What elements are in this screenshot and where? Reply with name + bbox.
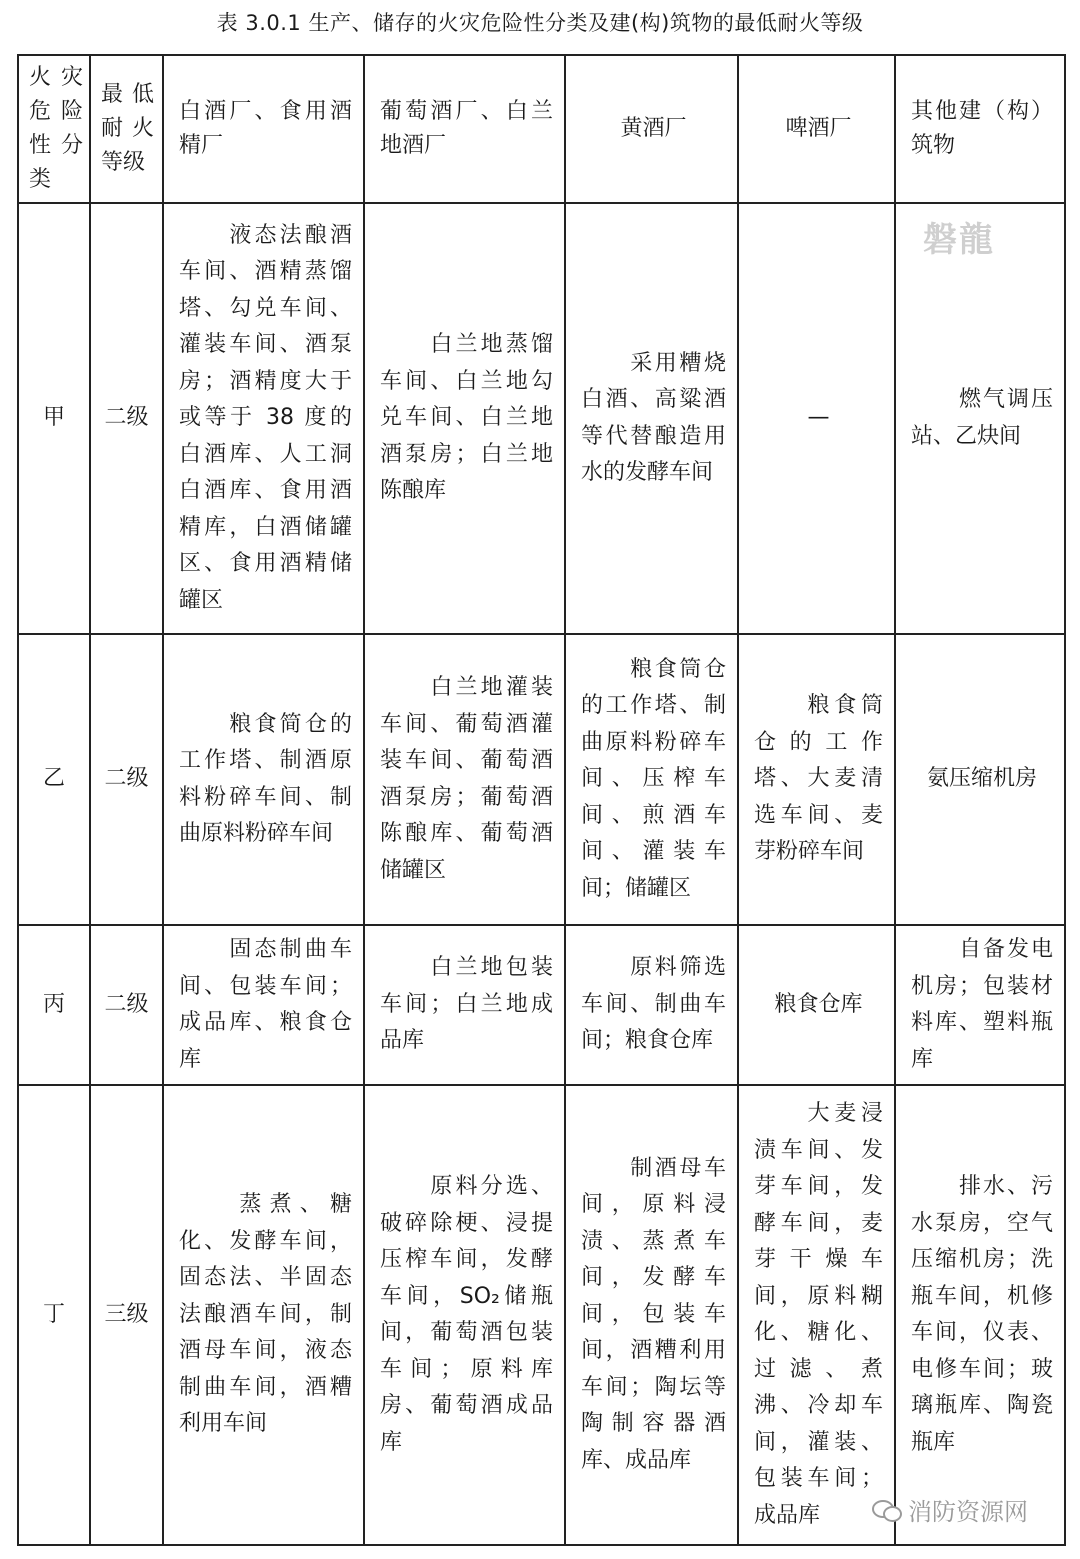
table-row [18, 1085, 1065, 1545]
header-grade: 最低耐火等级 [90, 55, 163, 203]
header-row [18, 55, 1065, 203]
brand-name: 消防资源网 [908, 1498, 1028, 1526]
cell-other: 自备发电机房；包装材料库、塑料瓶库 [895, 925, 1065, 1085]
fire-classification-table [17, 54, 1066, 1546]
row-grade: 二级 [90, 925, 163, 1085]
cell-huangjiu: 采用糟烧白酒、高粱酒等代替酿造用水的发酵车间 [565, 203, 738, 634]
table-row [18, 203, 1065, 634]
row-grade: 二级 [90, 634, 163, 925]
cell-huangjiu: 原料筛选车间、制曲车间；粮食仓库 [565, 925, 738, 1085]
cell-baijiu: 蒸煮、糖化、发酵车间，固态法、半固态法酿酒车间，制酒母车间，液态制曲车间，酒糟利用车间 [163, 1085, 364, 1545]
row-category: 丙 [18, 925, 90, 1085]
table-title: 表 3.0.1 生产、储存的火灾危险性分类及建(构)筑物的最低耐火等级 [216, 11, 864, 35]
cell-other: 排水、污水泵房，空气压缩机房；洗瓶车间，机修车间，仪表、电修车间；玻璃瓶库、陶瓷瓶库 [895, 1085, 1065, 1545]
cell-beer: 粮食筒仓的工作塔、大麦清选车间、麦芽粉碎车间 [738, 634, 895, 925]
cell-huangjiu: 制酒母车间，原料浸渍、蒸煮车间，发酵车间，包装车间，酒糟利用车间；陶坛等陶制容器酒库、成品库 [565, 1085, 738, 1545]
brand-footer [872, 1492, 1028, 1527]
header-other: 其他建（构）筑物 [895, 55, 1065, 203]
cell-wine: 白兰地包装车间；白兰地成品库 [364, 925, 565, 1085]
header-wine: 葡萄酒厂、白兰地酒厂 [364, 55, 565, 203]
header-baijiu: 白酒厂、食用酒精厂 [163, 55, 364, 203]
cell-beer: 大麦浸渍车间、发芽车间，发酵车间，麦芽干燥车间，原料糊化、糖化、过滤、煮沸、冷却车间，灌装、包装车间；成品库 [738, 1085, 895, 1545]
cell-wine: 白兰地灌装车间、葡萄酒灌装车间、葡萄酒酒泵房；葡萄酒陈酿库、葡萄酒储罐区 [364, 634, 565, 925]
cell-baijiu: 粮食简仓的工作塔、制酒原料粉碎车间、制曲原料粉碎车间 [163, 634, 364, 925]
header-huangjiu: 黄酒厂 [565, 55, 738, 203]
header-category: 火灾危险性分类 [18, 55, 90, 203]
cell-huangjiu: 粮食筒仓的工作塔、制曲原料粉碎车间、压榨车间、煎酒车间、灌装车间；储罐区 [565, 634, 738, 925]
cell-other: 氨压缩机房 [895, 634, 1065, 925]
table-row [18, 634, 1065, 925]
cell-baijiu: 固态制曲车间、包装车间；成品库、粮食仓库 [163, 925, 364, 1085]
cell-beer: — [738, 203, 895, 634]
cell-wine: 白兰地蒸馏车间、白兰地勾兑车间、白兰地酒泵房；白兰地陈酿库 [364, 203, 565, 634]
header-beer: 啤酒厂 [738, 55, 895, 203]
cell-other: 燃气调压站、乙炔间 [895, 203, 1065, 634]
row-category: 甲 [18, 203, 90, 634]
row-category: 丁 [18, 1085, 90, 1545]
cell-beer: 粮食仓库 [738, 925, 895, 1085]
cell-wine: 原料分选、破碎除梗、浸提压榨车间，发酵车间，SO₂储瓶间，葡萄酒包装车间；原料库房、葡萄酒成品库 [364, 1085, 565, 1545]
table-row [18, 925, 1065, 1085]
row-grade: 三级 [90, 1085, 163, 1545]
row-grade: 二级 [90, 203, 163, 634]
wechat-icon [872, 1498, 902, 1522]
row-category: 乙 [18, 634, 90, 925]
watermark-logo: 磐龍 [923, 220, 995, 260]
cell-baijiu: 液态法酿酒车间、酒精蒸馏塔、勾兑车间、灌装车间、酒泵房；酒精度大于或等于 38 度的白酒库、人工洞白酒库、食用酒精库，白酒储罐区、食用酒精储罐区 [163, 203, 364, 634]
